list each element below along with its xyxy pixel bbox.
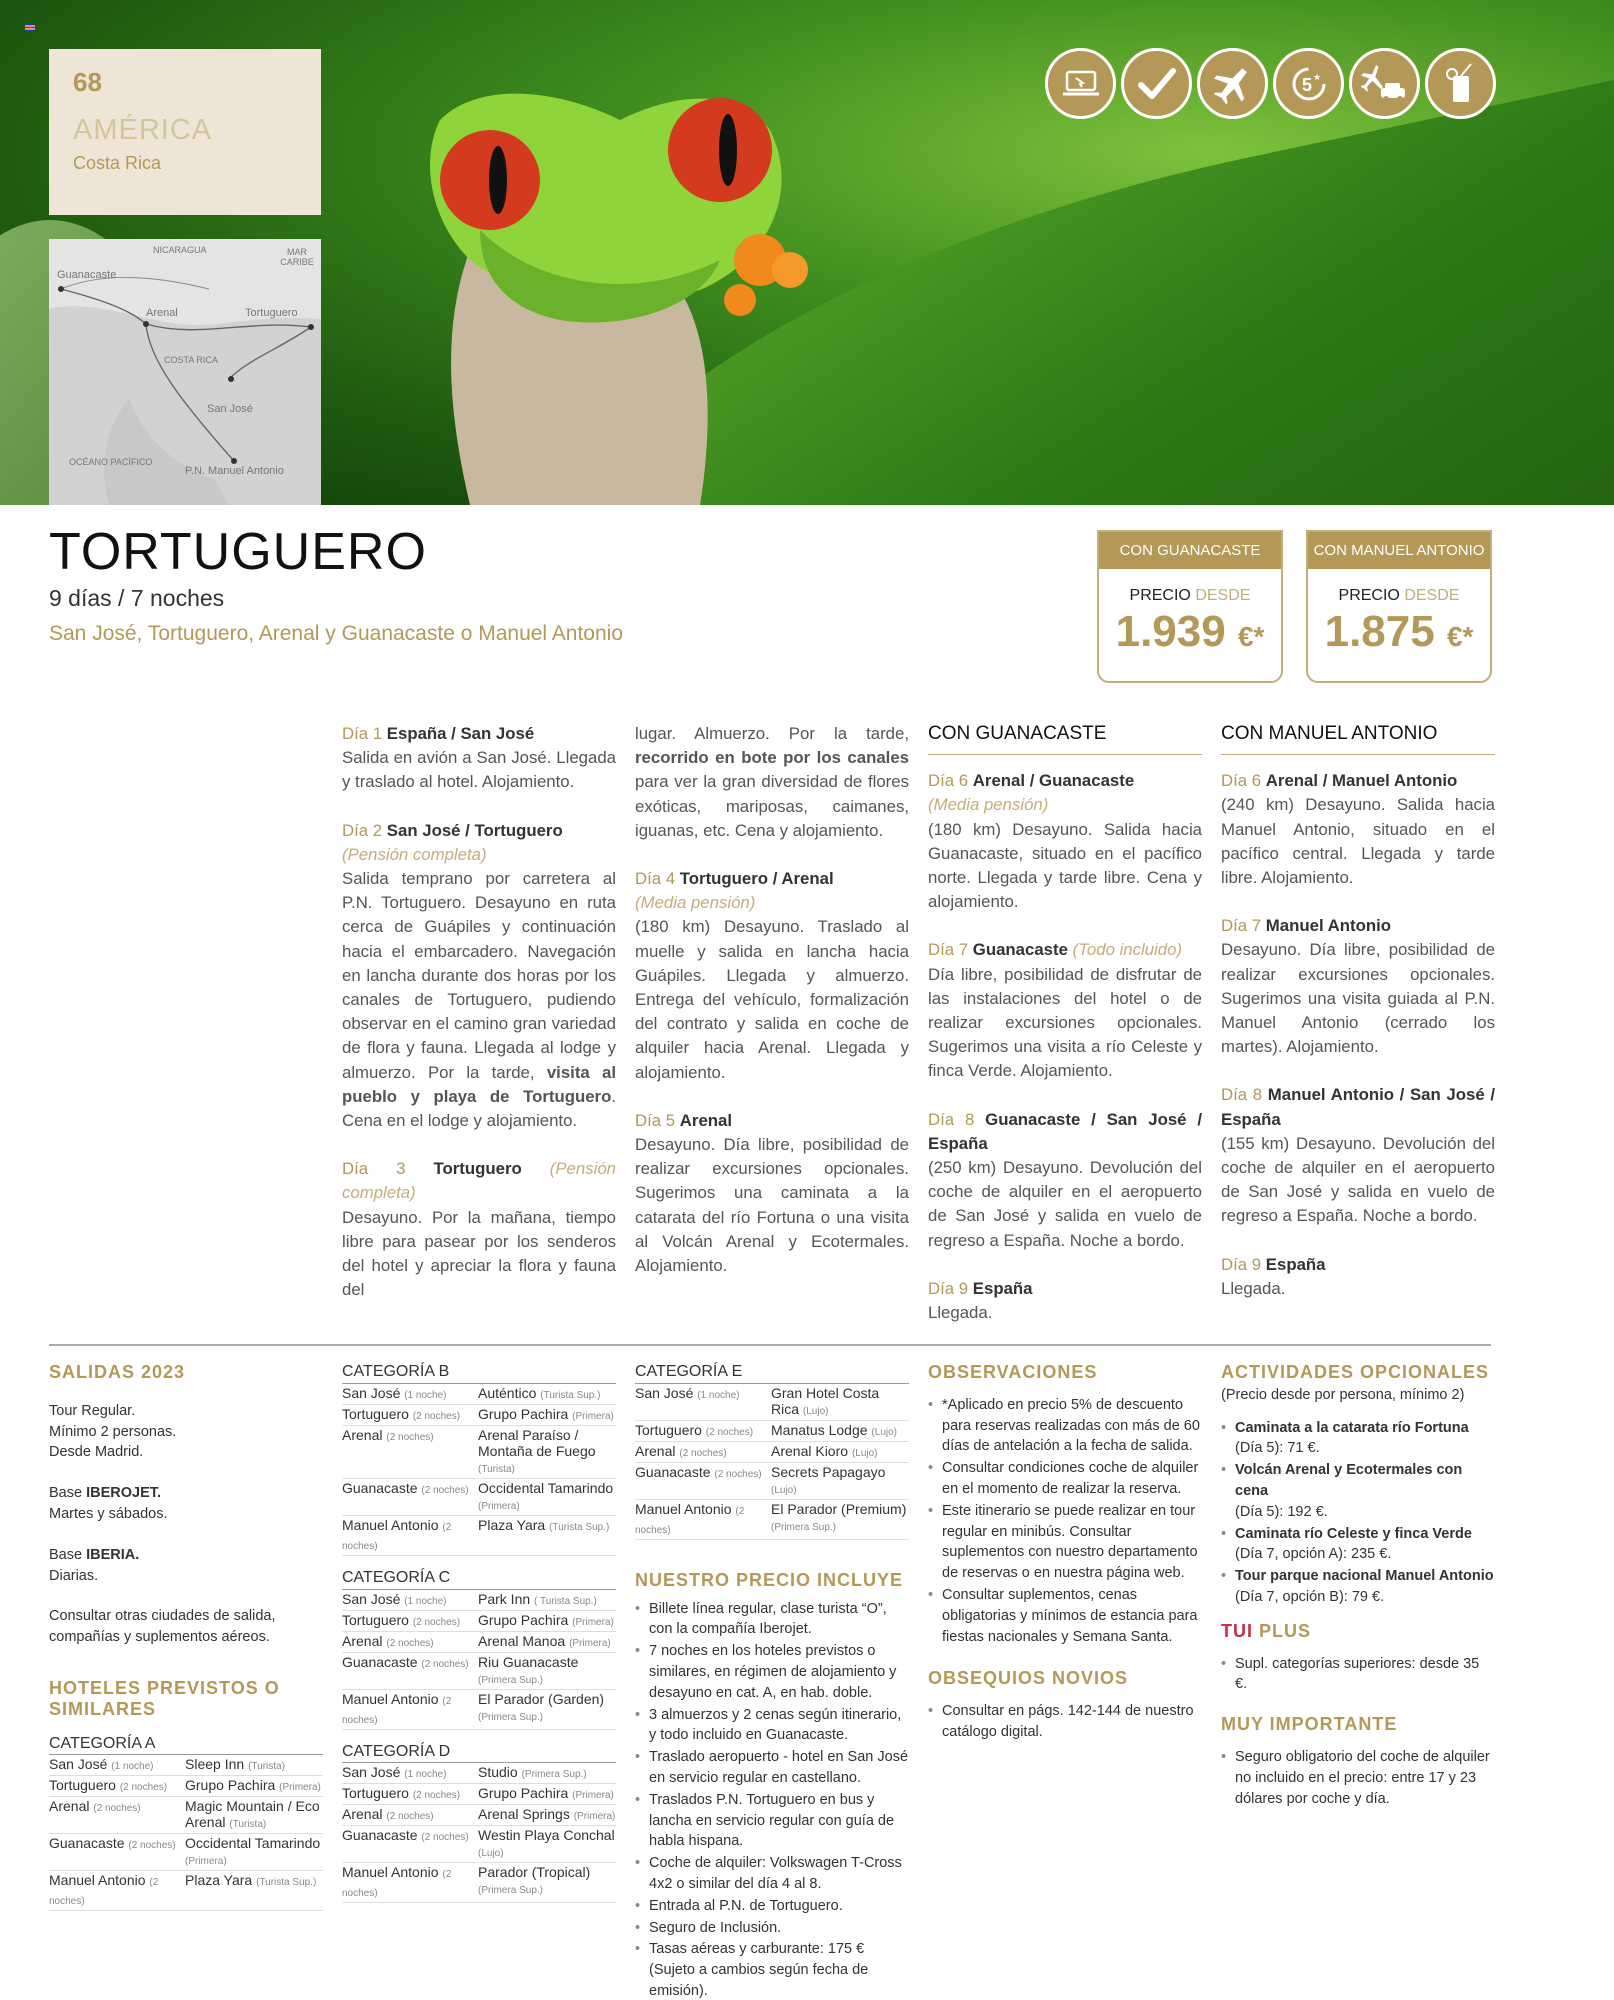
hotel-city: Manuel Antonio (2 noches): [635, 1499, 771, 1539]
hotel-city: San José (1 noche): [342, 1763, 478, 1784]
hotel-name: Arenal Manoa (Primera): [478, 1631, 616, 1652]
hotel-row: [635, 1420, 909, 1441]
g-day-6-text: (180 km) Desayuno. Salida hacia Guanacaste, situado en el pacífico norte. Llegada y tarde libre. Cena y alojamiento.: [928, 819, 1202, 912]
g-day-9-text: Llegada.: [928, 1303, 993, 1323]
hotel-row: [342, 1425, 616, 1478]
hotel-row: [342, 1478, 616, 1515]
hotel-row: [342, 1515, 616, 1555]
list-item: • 3 almuerzos y 2 cenas según itinerario, y todo incluido en Guanacaste.: [635, 1705, 909, 1747]
itinerary-column-manuel-antonio: [1221, 722, 1495, 1301]
cocktail-icon: [1425, 48, 1496, 119]
hotel-city: Arenal (2 noches): [342, 1805, 478, 1826]
base-iberia: Base IBERIA.: [49, 1546, 140, 1563]
itinerary-column-2: [635, 722, 909, 1278]
hotel-name: Magic Mountain / Eco Arenal (Turista): [185, 1797, 323, 1834]
itinerary-column-guanacaste: [928, 722, 1202, 1325]
hotel-table-b: [342, 1384, 616, 1556]
hotel-name: Occidental Tamarindo (Primera): [185, 1834, 323, 1871]
svg-text:5: 5: [1301, 74, 1312, 95]
base-iberojet: Base IBEROJET.: [49, 1485, 162, 1502]
hotel-name: Arenal Paraíso / Montaña de Fuego (Turista): [478, 1425, 616, 1478]
hotel-city: Tortuguero (2 noches): [342, 1404, 478, 1425]
map-label-tortuguero: Tortuguero: [245, 307, 298, 319]
list-item: • Consultar condiciones coche de alquiler en el momento de realizar la reserva.: [928, 1458, 1202, 1500]
observaciones-title: OBSERVACIONES: [928, 1362, 1098, 1382]
hotel-row: [635, 1499, 909, 1539]
hotel-name: Grupo Pachira (Primera): [185, 1776, 323, 1797]
day-4-heading: Día 4 Tortuguero / Arenal: [635, 869, 834, 889]
region-title: AMÉRICA: [73, 114, 213, 146]
list-item: • Billete línea regular, clase turista “O”, con la compañía Iberojet.: [635, 1599, 909, 1641]
m-day-8-text: (155 km) Desayuno. Devolución del coche de alquiler en el aeropuerto de San José y salida en vuelo de regreso a España. Noche a bordo.: [1221, 1133, 1495, 1226]
incluye-title: NUESTRO PRECIO INCLUYE: [635, 1569, 904, 1590]
five-star-rotation-icon: [1273, 48, 1344, 119]
hotel-city: Arenal (2 noches): [342, 1631, 478, 1652]
hotel-name: Arenal Kioro (Lujo): [771, 1441, 909, 1462]
costa-rica-flag-icon: [25, 24, 35, 31]
service-icons: [1045, 48, 1496, 119]
day-2-text: Salida temprano por carretera al P.N. Tortuguero. Desayuno en ruta cerca de Guápiles y continuación hacia el embarcadero. Navegación en lancha durante dos horas por los canales de Tortuguero, pudiendo observar en el camino gran variedad de flora y fauna. Llegada al lodge y almuerzo. Por la tarde, visita al pueblo y playa de Tortuguero. Cena en el lodge y alojamiento.: [342, 869, 616, 1131]
g-day-8-heading: Día 8 Guanacaste / San José / España: [928, 1109, 1202, 1153]
guanacaste-heading: CON GUANACASTE: [928, 722, 1202, 755]
hotel-city: San José (1 noche): [342, 1384, 478, 1405]
day-1-text: Salida en avión a San José. Llegada y traslado al hotel. Alojamiento.: [342, 748, 616, 792]
g-day-6-meal: (Media pensión): [928, 795, 1049, 815]
obsequios-title: OBSEQUIOS NOVIOS: [928, 1668, 1129, 1689]
hotel-row: [49, 1834, 323, 1871]
hotel-row: [635, 1384, 909, 1421]
map-label-caribe: MAR CARIBE: [280, 247, 314, 267]
map-label-san-jose: San José: [207, 403, 253, 415]
day-1-heading: Día 1 España / San José: [342, 724, 535, 743]
hotel-city: Arenal (2 noches): [49, 1797, 185, 1834]
hotel-city: Tortuguero (2 noches): [49, 1776, 185, 1797]
salidas-line-2: Mínimo 2 personas.: [49, 1423, 177, 1440]
hotel-city: Arenal (2 noches): [342, 1425, 478, 1478]
list-item: • Seguro de Inclusión.: [635, 1918, 909, 1939]
g-day-6-heading: Día 6 Arenal / Guanacaste: [928, 771, 1135, 791]
list-item: • Supl. categorías superiores: desde 35 €.: [1221, 1654, 1495, 1696]
list-item: • Seguro obligatorio del coche de alquiler no incluido en el precio: entre 17 y 23 dólares por coche y día.: [1221, 1747, 1495, 1809]
category-c-heading: CATEGORÍA C: [342, 1568, 616, 1590]
m-day-8-heading: Día 8 Manuel Antonio / San José / España: [1221, 1085, 1495, 1129]
importante-list: [1221, 1747, 1495, 1809]
hotel-name: Occidental Tamarindo (Primera): [478, 1478, 616, 1515]
actividades-subtitle: (Precio desde por persona, mínimo 2): [1221, 1386, 1465, 1403]
hotel-city: Guanacaste (2 noches): [342, 1652, 478, 1689]
hotel-name: Grupo Pachira (Primera): [478, 1784, 616, 1805]
hotel-name: Grupo Pachira (Primera): [478, 1610, 616, 1631]
category-d-heading: CATEGORÍA D: [342, 1742, 616, 1764]
hotel-city: Guanacaste (2 noches): [635, 1462, 771, 1499]
obsequios-list: [928, 1701, 1202, 1743]
hotel-city: Tortuguero (2 noches): [635, 1420, 771, 1441]
hotel-row: [342, 1384, 616, 1405]
category-b-heading: CATEGORÍA B: [342, 1362, 616, 1384]
tui-plus-title: TUI PLUS: [1221, 1620, 1312, 1641]
hotel-city: San José (1 noche): [342, 1590, 478, 1611]
salidas-column: [49, 1362, 323, 1911]
hotel-row: [342, 1590, 616, 1611]
map-label-manuel-antonio: P.N. Manuel Antonio: [185, 465, 284, 477]
map-label-guanacaste: Guanacaste: [57, 269, 117, 281]
list-item: • Caminata río Celeste y finca Verde (Día 7, opción A): 235 €.: [1221, 1524, 1495, 1566]
importante-title: MUY IMPORTANTE: [1221, 1714, 1398, 1735]
hotel-name: Riu Guanacaste (Primera Sup.): [478, 1652, 616, 1689]
plane-icon: [1197, 48, 1268, 119]
section-divider: [49, 1344, 1491, 1346]
day-5-heading: Día 5 Arenal: [635, 1110, 733, 1130]
hoteles-column-2: [342, 1362, 616, 1903]
price-value: 1.875 €*: [1324, 607, 1474, 656]
day-4-meal: (Media pensión): [635, 893, 756, 913]
hotel-city: Guanacaste (2 noches): [49, 1834, 185, 1871]
list-item: • Volcán Arenal y Ecotermales con cena (Día 5): 192 €.: [1221, 1460, 1495, 1522]
hoteles-column-3: [635, 1362, 909, 2000]
hotel-name: Arenal Springs (Primera): [478, 1805, 616, 1826]
svg-text:★: ★: [1312, 71, 1321, 82]
hotel-city: Tortuguero (2 noches): [342, 1610, 478, 1631]
hotel-name: Sleep Inn (Turista): [185, 1755, 323, 1776]
hotel-row: [49, 1797, 323, 1834]
day-3-text-continued: lugar. Almuerzo. Por la tarde, recorrido en bote por los canales para ver la gran diversidad de flores exóticas, mariposas, caimanes, iguanas, etc. Cena y alojamiento.: [635, 724, 909, 840]
hotel-city: Manuel Antonio (2 noches): [342, 1689, 478, 1729]
hotel-row: [49, 1755, 323, 1776]
hotel-city: San José (1 noche): [635, 1384, 771, 1421]
day-2-meal: (Pensión completa): [342, 844, 487, 864]
price-card-manuel-antonio: [1306, 530, 1492, 683]
price-label: PRECIO DESDE: [1129, 587, 1251, 604]
m-day-6-text: (240 km) Desayuno. Salida hacia Manuel Antonio, situado en el pacífico central. Llegada y tarde libre. Alojamiento.: [1221, 795, 1495, 888]
list-item: • Caminata a la catarata río Fortuna (Día 5): 71 €.: [1221, 1418, 1495, 1460]
price-card-guanacaste: [1097, 530, 1283, 683]
g-day-7-text: Día libre, posibilidad de disfrutar de las instalaciones del hotel o de realizar excursiones opcionales. Sugerimos una visita a río Celeste y finca Verde. Alojamiento.: [928, 964, 1202, 1081]
g-day-9-heading: Día 9 España: [928, 1278, 1033, 1298]
price-label: PRECIO DESDE: [1338, 587, 1460, 604]
map-label-nicaragua: NICARAGUA: [153, 245, 207, 255]
hotel-row: [342, 1784, 616, 1805]
hotel-name: Grupo Pachira (Primera): [478, 1404, 616, 1425]
hotel-table-c: [342, 1590, 616, 1730]
actividades-list: [1221, 1418, 1495, 1608]
hotel-row: [49, 1871, 323, 1911]
map-label-arenal: Arenal: [146, 307, 178, 319]
hotel-name: Gran Hotel Costa Rica (Lujo): [771, 1384, 909, 1421]
day-4-text: (180 km) Desayuno. Traslado al muelle y salida en lancha hacia Guápiles. Llegada y almuerzo. Entrega del vehículo, formalización del contrato y salida en coche de alquiler hacia Arenal. Llegada y alojamiento.: [635, 917, 909, 1082]
country-title: Costa Rica: [73, 153, 162, 173]
list-item: • Tasas aéreas y carburante: 175 € (Sujeto a cambios según fecha de emisión).: [635, 1939, 909, 2000]
day-5-text: Desayuno. Día libre, posibilidad de realizar excursiones opcionales. Sugerimos una caminata a la catarata del río Fortuna o una visita al Volcán Arenal y Ecotermales. Alojamiento.: [635, 1135, 909, 1276]
hotel-city: Arenal (2 noches): [635, 1441, 771, 1462]
route-map: [49, 239, 321, 505]
salidas-line-3: Desde Madrid.: [49, 1444, 144, 1461]
price-card-header: CON MANUEL ANTONIO: [1308, 532, 1490, 569]
m-day-7-heading: Día 7 Manuel Antonio: [1221, 916, 1392, 936]
category-a-heading: CATEGORÍA A: [49, 1734, 323, 1756]
list-item: • Entrada al P.N. de Tortuguero.: [635, 1896, 909, 1917]
list-item: • Este itinerario se puede realizar en tour regular en minibús. Consultar suplementos con nuestro departamento de reservas o en nuestra página web.: [928, 1501, 1202, 1584]
hotel-city: Guanacaste (2 noches): [342, 1478, 478, 1515]
hotel-name: Parador (Tropical) (Primera Sup.): [478, 1863, 616, 1903]
trip-route: San José, Tortuguero, Arenal y Guanacaste o Manuel Antonio: [49, 622, 623, 645]
g-day-7-heading: Día 7 Guanacaste (Todo incluido): [928, 940, 1183, 960]
page-number: 68: [73, 67, 102, 97]
itinerary-column-1: [342, 722, 616, 1302]
observaciones-list: [928, 1395, 1202, 1648]
hotel-row: [49, 1776, 323, 1797]
check-icon: [1121, 48, 1192, 119]
hotel-name: Auténtico (Turista Sup.): [478, 1384, 616, 1405]
day-3-heading: Día 3 Tortuguero (Pensión completa): [342, 1159, 616, 1203]
hotel-row: [342, 1631, 616, 1652]
m-day-6-heading: Día 6 Arenal / Manuel Antonio: [1221, 771, 1458, 791]
hotel-name: Plaza Yara (Turista Sup.): [478, 1515, 616, 1555]
observaciones-column: [928, 1362, 1202, 1744]
hotel-table-d: [342, 1763, 616, 1903]
hotel-row: [342, 1404, 616, 1425]
m-day-9-heading: Día 9 España: [1221, 1254, 1326, 1274]
hotel-row: [342, 1863, 616, 1903]
price-card-header: CON GUANACASTE: [1099, 532, 1281, 569]
list-item: • Tour parque nacional Manuel Antonio (Día 7, opción B): 79 €.: [1221, 1566, 1495, 1608]
plane-car-icon: [1349, 48, 1420, 119]
g-day-8-text: (250 km) Desayuno. Devolución del coche de alquiler en el aeropuerto de San José y salida en vuelo de regreso a España. Noche a bordo.: [928, 1158, 1202, 1250]
hotel-name: El Parador (Garden) (Primera Sup.): [478, 1689, 616, 1729]
salidas-note: Consultar otras ciudades de salida, compañías y suplementos aéreos.: [49, 1608, 276, 1646]
tui-plus-list: [1221, 1654, 1495, 1696]
hotel-city: Manuel Antonio (2 noches): [342, 1863, 478, 1903]
salidas-title: SALIDAS 2023: [49, 1362, 186, 1382]
category-e-heading: CATEGORÍA E: [635, 1362, 909, 1384]
hotel-city: San José (1 noche): [49, 1755, 185, 1776]
hotel-city: Manuel Antonio (2 noches): [49, 1871, 185, 1911]
base-iberojet-days: Martes y sábados.: [49, 1505, 168, 1522]
manuel-antonio-heading: CON MANUEL ANTONIO: [1221, 722, 1495, 755]
base-iberia-days: Diarias.: [49, 1567, 99, 1584]
list-item: • Traslados P.N. Tortuguero en bus y lancha en servicio regular con guía de habla hispana.: [635, 1790, 909, 1852]
hotel-name: El Parador (Premium) (Primera Sup.): [771, 1499, 909, 1539]
list-item: • Traslado aeropuerto - hotel en San José en servicio regular en castellano.: [635, 1747, 909, 1789]
day-3-text: Desayuno. Por la mañana, tiempo libre para pasear por los senderos del hotel y apreciar la flora y fauna del: [342, 1207, 616, 1300]
hotel-name: Park Inn ( Turista Sup.): [478, 1590, 616, 1611]
incluye-list: [635, 1599, 909, 2000]
trip-title: TORTUGUERO: [49, 523, 427, 581]
actividades-title: ACTIVIDADES OPCIONALES: [1221, 1362, 1490, 1382]
hotel-table-e: [635, 1384, 909, 1540]
hotel-row: [342, 1805, 616, 1826]
hotel-row: [342, 1610, 616, 1631]
hotel-row: [635, 1462, 909, 1499]
list-item: • Coche de alquiler: Volkswagen T-Cross 4x2 o similar del día 4 al 8.: [635, 1853, 909, 1895]
hotel-name: Westin Playa Conchal (Lujo): [478, 1826, 616, 1863]
m-day-9-text: Llegada.: [1221, 1278, 1286, 1298]
trip-duration: 9 días / 7 noches: [49, 585, 225, 611]
map-label-oceano: OCÉANO PACÍFICO: [69, 457, 153, 467]
list-item: • *Aplicado en precio 5% de descuento para reservas realizadas con más de 60 días de antelación a la fecha de salida.: [928, 1395, 1202, 1457]
hotel-row: [342, 1763, 616, 1784]
hotel-name: Plaza Yara (Turista Sup.): [185, 1871, 323, 1911]
price-value: 1.939 €*: [1115, 607, 1265, 656]
hotel-name: Studio (Primera Sup.): [478, 1763, 616, 1784]
hotel-city: Guanacaste (2 noches): [342, 1826, 478, 1863]
list-item: • Consultar en págs. 142-144 de nuestro catálogo digital.: [928, 1701, 1202, 1743]
map-label-costa-rica: COSTA RICA: [164, 355, 218, 365]
hoteles-title: HOTELES PREVISTOS O SIMILARES: [49, 1677, 280, 1719]
m-day-7-text: Desayuno. Día libre, posibilidad de realizar excursiones opcionales. Sugerimos una visita guiada al P.N. Manuel Antonio (cerrado los martes). Alojamiento.: [1221, 940, 1495, 1057]
day-2-heading: Día 2 San José / Tortuguero: [342, 820, 563, 840]
actividades-column: [1221, 1362, 1495, 1810]
list-item: • 7 noches en los hoteles previstos o similares, en régimen de alojamiento y desayuno en cat. A, en hab. doble.: [635, 1641, 909, 1703]
hotel-row: [342, 1689, 616, 1729]
hotel-name: Manatus Lodge (Lujo): [771, 1420, 909, 1441]
laptop-icon: [1045, 48, 1116, 119]
hotel-row: [635, 1441, 909, 1462]
salidas-line-1: Tour Regular.: [49, 1402, 136, 1419]
hotel-name: Secrets Papagayo (Lujo): [771, 1462, 909, 1499]
hotel-row: [342, 1652, 616, 1689]
hotel-table-a: [49, 1755, 323, 1911]
page-header-box: [49, 49, 321, 215]
hotel-city: Tortuguero (2 noches): [342, 1784, 478, 1805]
hotel-city: Manuel Antonio (2 noches): [342, 1515, 478, 1555]
list-item: • Consultar suplementos, cenas obligatorias y mínimos de estancia para fiestas nacionales y Semana Santa.: [928, 1585, 1202, 1647]
hotel-row: [342, 1826, 616, 1863]
